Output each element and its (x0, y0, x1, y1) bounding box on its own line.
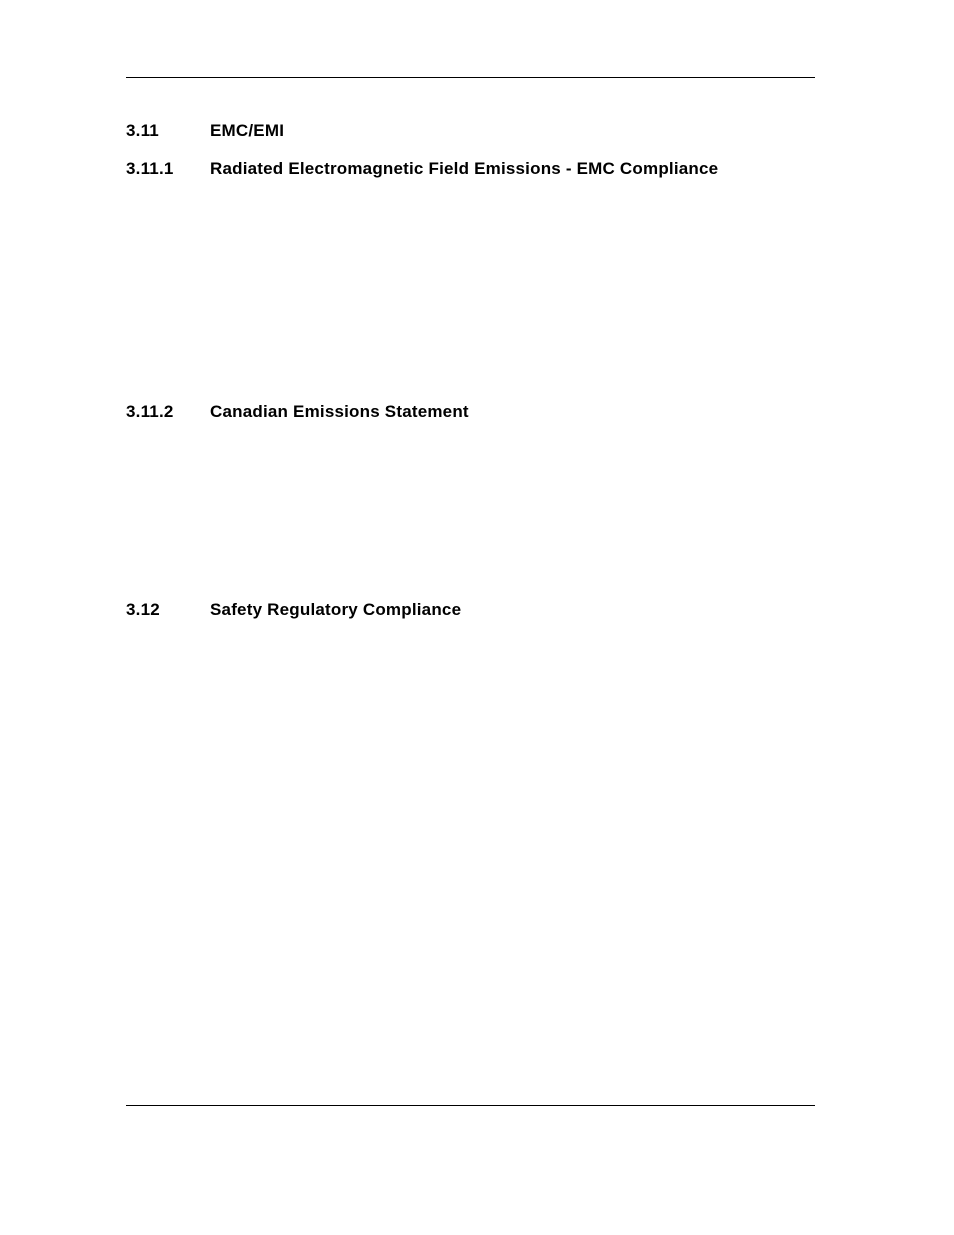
section-title: Radiated Electromagnetic Field Emissions - EMC Compliance (210, 159, 719, 178)
header-rule (126, 77, 815, 78)
section-heading-3-11 (126, 120, 284, 142)
section-number: 3.11.2 (126, 402, 174, 421)
section-title: EMC/EMI (210, 121, 285, 140)
section-heading-3-11-2 (126, 401, 469, 423)
section-title: Safety Regulatory Compliance (210, 600, 462, 619)
section-heading-3-12 (126, 599, 461, 621)
section-number: 3.11 (126, 121, 159, 140)
footer-rule (126, 1105, 815, 1106)
section-title: Canadian Emissions Statement (210, 402, 469, 421)
section-heading-3-11-1 (126, 158, 718, 180)
section-number: 3.12 (126, 600, 160, 619)
section-number: 3.11.1 (126, 159, 174, 178)
